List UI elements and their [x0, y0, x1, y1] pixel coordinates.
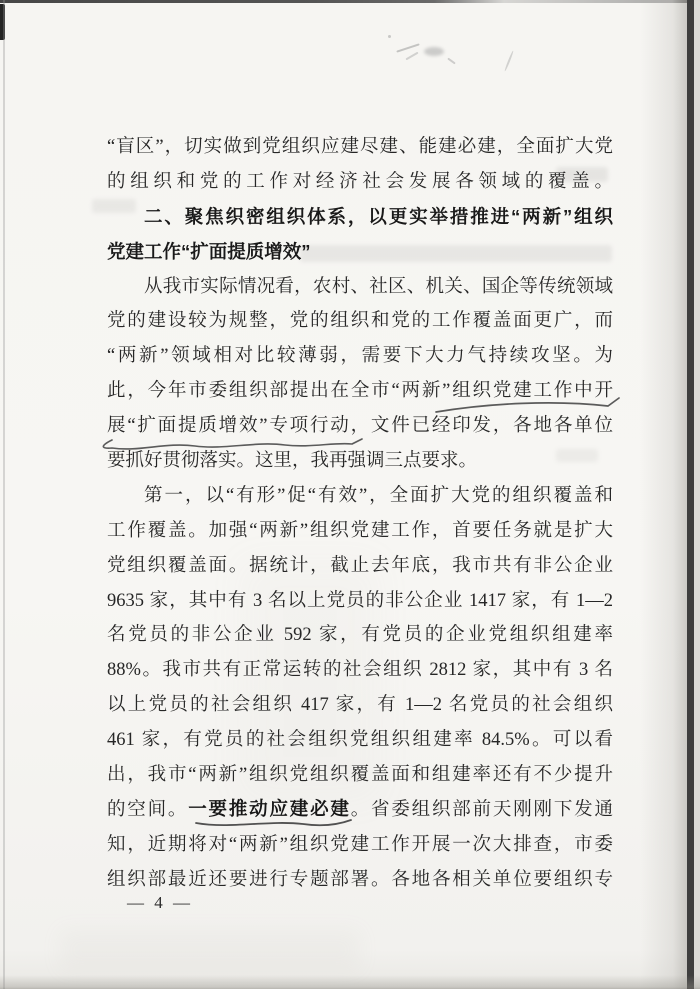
- text-line: [107, 444, 613, 479]
- text-run: 组织党建工作中开: [450, 381, 613, 402]
- text-run: 从我市实际情况看，农村、社区、机关、国企等传统领域: [144, 276, 613, 297]
- text-run: 工作覆盖。加强“两新”组织党建工作，首要任务就是扩大: [107, 520, 613, 541]
- text-run: 第一，以“有形”促“有效”，全面扩大党的组织覆盖和: [144, 485, 613, 506]
- scan-left-edge: [3, 0, 5, 989]
- text-run: 此，今年市委组织部提出在全市“两新”: [107, 381, 451, 402]
- paper-mottle: [60, 930, 360, 970]
- text-line: [107, 653, 613, 688]
- text-line: [107, 549, 613, 584]
- text-run: 的组织和党的工作对经济社会发展各领域的覆盖。: [107, 171, 613, 192]
- text-run: 的空间。: [107, 799, 189, 820]
- text-line: [107, 828, 613, 863]
- text-run: ，文件已经印发，各地各单位: [350, 416, 613, 437]
- text-line: [107, 165, 613, 200]
- text-run: “盲区”，切实做到党组织应建尽建、能建必建，全面扩大党: [107, 137, 613, 157]
- text-line: [107, 374, 613, 409]
- text-run: 要抓好贯彻落实。这里，我再强调三点要求。: [107, 451, 478, 472]
- emphasis-run: 一要推动应建必建: [188, 799, 351, 820]
- scan-bottom-edge: [0, 975, 700, 989]
- page-number: — 4 —: [127, 893, 193, 912]
- pencil-dot: [388, 35, 391, 38]
- scan-top-edge: [0, 0, 700, 3]
- page-edge-shadow: [640, 0, 687, 989]
- text-line: [107, 618, 613, 653]
- text-run: 党建工作“扩面提质增效”: [107, 240, 311, 262]
- text-run: 9635 家，其中有 3 名以上党员的非公企业 1417 家，有 1—2: [107, 590, 613, 611]
- document-lines: [107, 130, 613, 898]
- text-run: 461 家，有党员的社会组织党组织组建率 84.5%。可以看: [107, 730, 613, 751]
- text-run: 党组织覆盖面。据统计，截止去年底，我市共有非公企业: [107, 555, 613, 576]
- text-line: [107, 584, 613, 619]
- pencil-mark: [504, 50, 514, 71]
- text-line: [107, 130, 613, 165]
- text-line: [107, 339, 613, 374]
- text-line: [107, 688, 613, 723]
- text-line: [107, 270, 613, 305]
- text-run: 名党员的非公企业 592 家，有党员的企业党组织组建率: [107, 625, 613, 646]
- text-line: [107, 479, 613, 514]
- text-run: “两新”领域相对比较薄弱，需要下大力气持续攻坚。为: [107, 346, 613, 367]
- text-line: [107, 304, 613, 339]
- text-line: [107, 793, 613, 828]
- heading-line: [107, 235, 613, 270]
- text-line: [107, 758, 613, 793]
- text-run: 二、聚焦织密组织体系，以更实举措推进“两新”组织: [144, 205, 613, 227]
- text-run: 。省委组织部前天刚刚下发通: [350, 799, 613, 820]
- text-run: 知，近期将对“两新”组织党建工作开展一次大排查，市委: [107, 834, 613, 855]
- scan-right-edge: [687, 0, 694, 989]
- pencil-mark: [447, 58, 456, 65]
- text-run: 出，我市“两新”组织党组织覆盖面和组建率还有不少提升: [107, 765, 613, 786]
- text-run: 88%。我市共有正常运转的社会组织 2812 家，其中有 3 名: [107, 660, 613, 681]
- text-run: 以上党员的社会组织 417 家，有 1—2 名党员的社会组织: [107, 695, 613, 716]
- text-line: [107, 514, 613, 549]
- text-run: 展“扩面提质增效”专项行动: [107, 416, 351, 437]
- text-line: [107, 409, 613, 444]
- text-run: 党的建设较为规整，党的组织和党的工作覆盖面更广，而: [107, 311, 613, 332]
- pencil-smudge: [424, 47, 444, 56]
- pencil-mark: [405, 52, 418, 61]
- text-run: 组织部最近还要进行专题部署。各地各相关单位要组织专: [107, 869, 613, 890]
- heading-line: [107, 200, 613, 235]
- scan-right-margin: [694, 0, 700, 989]
- text-line: [107, 723, 613, 758]
